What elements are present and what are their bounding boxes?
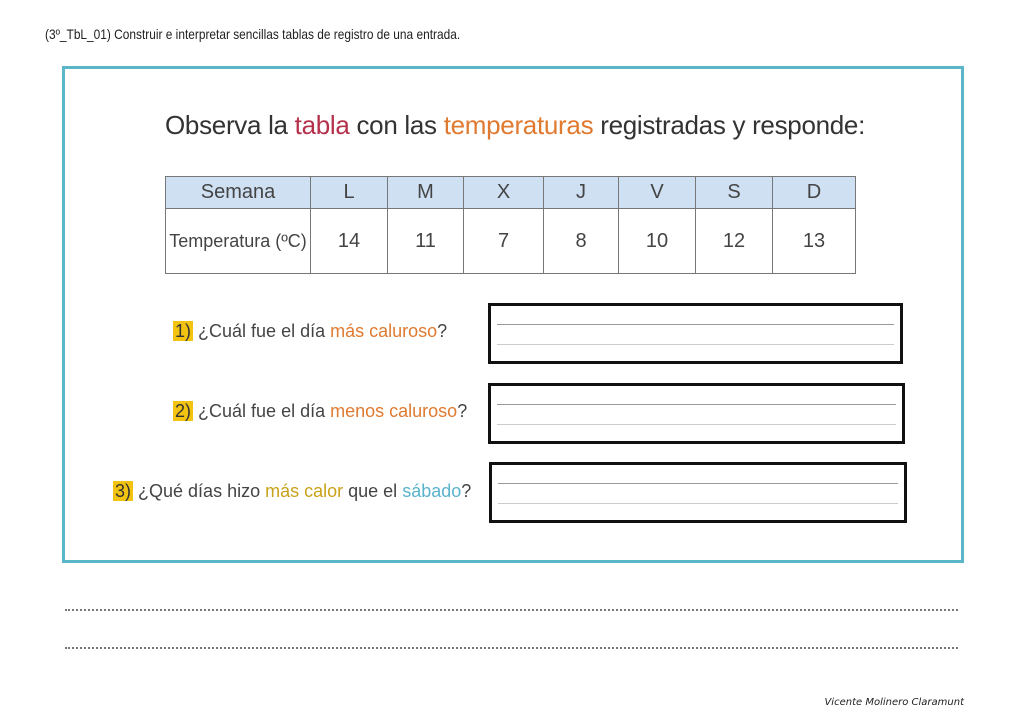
question-highlight: más caluroso — [330, 321, 438, 341]
value-cell: 10 — [619, 209, 696, 274]
day-cell: V — [619, 177, 696, 209]
title-text: con las — [349, 110, 444, 140]
question-text: ¿Cuál fue el día — [198, 401, 331, 421]
question-text: ¿Cuál fue el día — [198, 321, 331, 341]
day-cell: D — [773, 177, 856, 209]
answer-box-1[interactable] — [488, 303, 903, 364]
title-text: Observa la — [165, 110, 295, 140]
day-cell: X — [464, 177, 544, 209]
question-number: 3) — [115, 481, 132, 501]
question-1 — [173, 321, 447, 342]
question-text: ¿Qué días hizo — [138, 481, 266, 501]
row-label: Temperatura (ºC) — [166, 209, 311, 274]
day-cell: S — [696, 177, 773, 209]
day-cell: M — [388, 177, 464, 209]
title-highlight-tabla: tabla — [294, 110, 350, 140]
exercise-title — [165, 110, 865, 141]
dotted-answer-line[interactable] — [65, 647, 958, 649]
question-number: 1) — [175, 321, 192, 341]
value-cell: 14 — [311, 209, 388, 274]
question-2 — [173, 401, 467, 422]
value-cell: 8 — [544, 209, 619, 274]
question-highlight: más calor — [265, 481, 344, 501]
question-text: ? — [457, 401, 468, 421]
value-cell: 7 — [464, 209, 544, 274]
worksheet-header: (3º_TbL_01) Construir e interpretar sencillas tablas de registro de una entrada. — [45, 26, 461, 42]
question-text: ? — [461, 481, 472, 501]
day-cell: J — [544, 177, 619, 209]
value-cell: 11 — [388, 209, 464, 274]
value-cell: 13 — [773, 209, 856, 274]
title-text: registradas y responde: — [593, 110, 866, 140]
question-3 — [113, 481, 471, 502]
question-highlight: menos caluroso — [330, 401, 458, 421]
question-number: 2) — [175, 401, 192, 421]
answer-box-3[interactable] — [489, 462, 907, 523]
author-credit: Vicente Molinero Claramunt — [824, 697, 964, 708]
day-cell: L — [311, 177, 388, 209]
table-row-days — [166, 177, 856, 209]
table-row-temperatures — [166, 209, 856, 274]
dotted-answer-line[interactable] — [65, 609, 958, 611]
answer-box-2[interactable] — [488, 383, 905, 444]
row-header: Semana — [166, 177, 311, 209]
temperature-table — [165, 176, 856, 274]
question-highlight: sábado — [402, 481, 462, 501]
title-highlight-temperaturas: temperaturas — [443, 110, 594, 140]
question-text: que el — [343, 481, 403, 501]
value-cell: 12 — [696, 209, 773, 274]
question-text: ? — [437, 321, 448, 341]
